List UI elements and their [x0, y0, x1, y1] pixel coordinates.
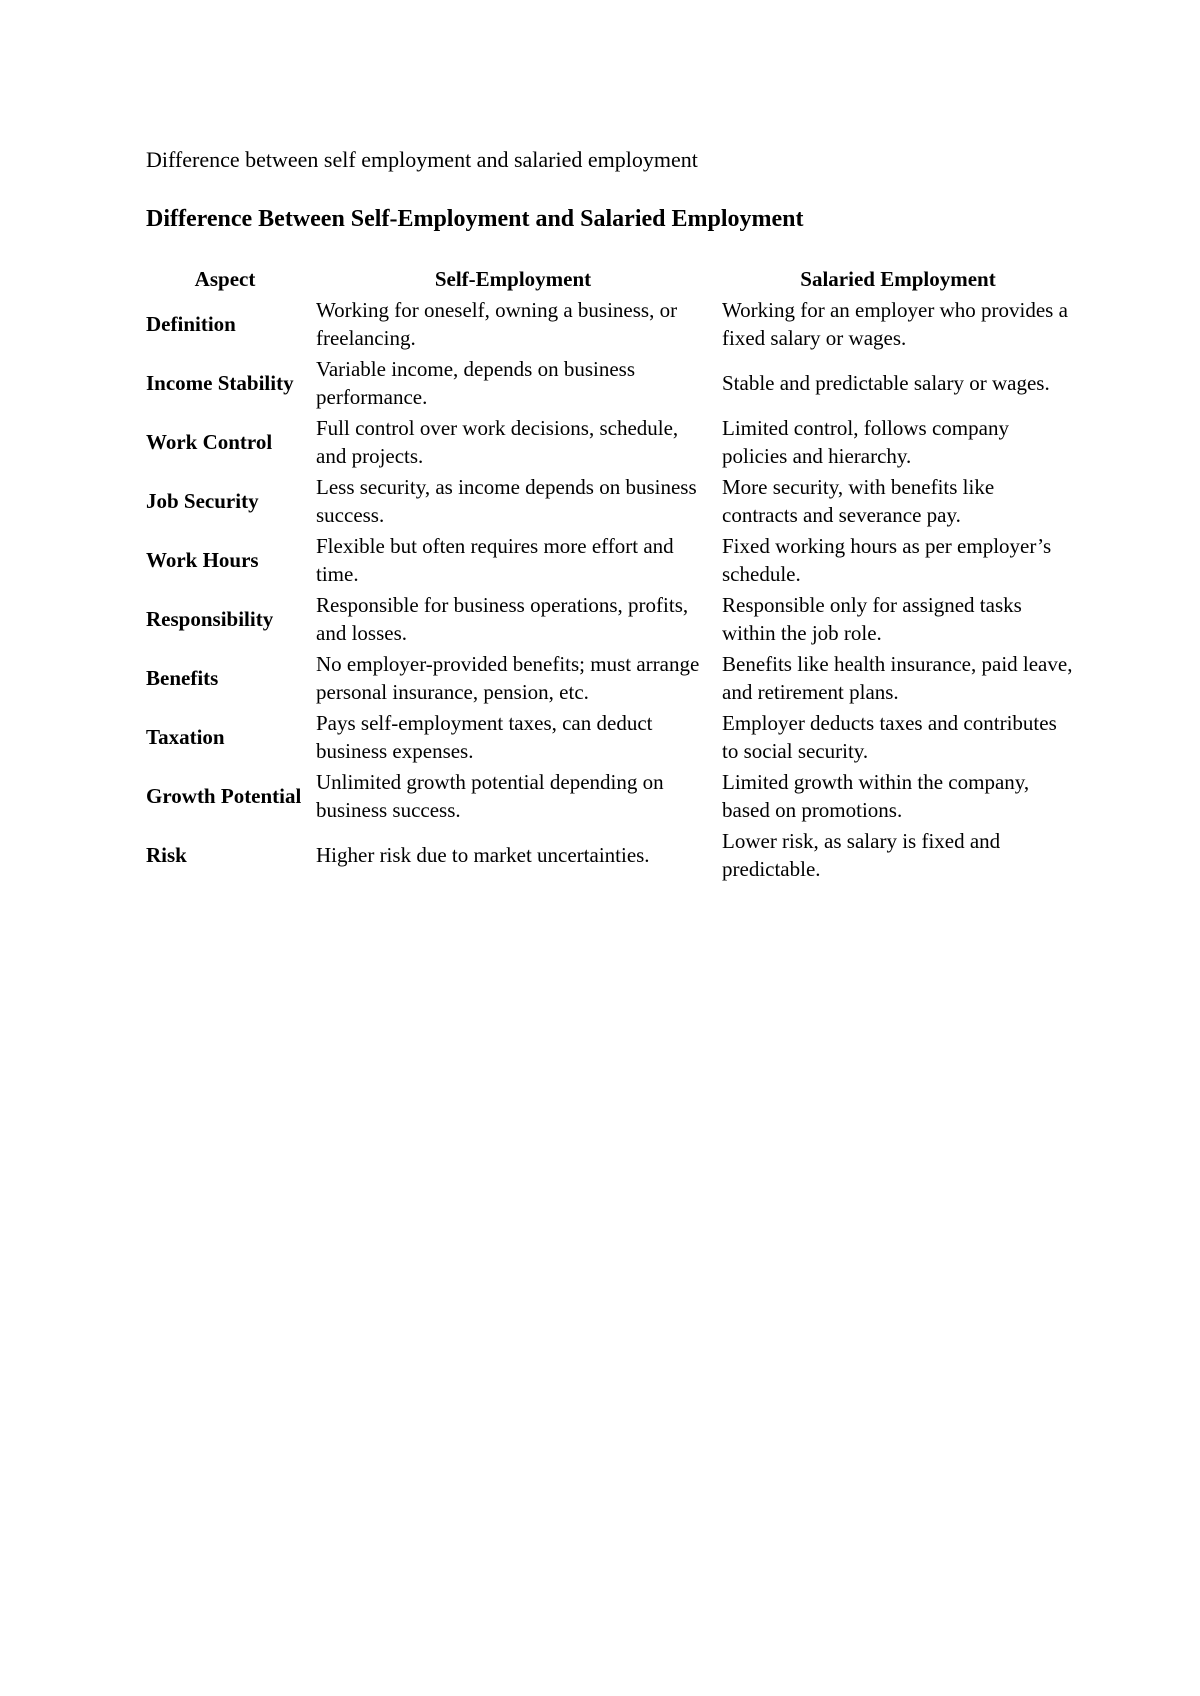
aspect-cell: Taxation	[146, 724, 225, 749]
salaried-employment-cell: Limited control, follows company policies and hierarchy.	[722, 415, 1009, 468]
aspect-cell: Income Stability	[146, 370, 294, 395]
aspect-cell: Job Security	[146, 488, 259, 513]
table-row	[140, 471, 1080, 530]
aspect-cell: Work Hours	[146, 547, 259, 572]
table-header-row	[140, 264, 1080, 294]
table-row	[140, 412, 1080, 471]
table-row	[140, 589, 1080, 648]
salaried-employment-cell: Stable and predictable salary or wages.	[722, 370, 1050, 395]
self-employment-cell: Flexible but often requires more effort and time.	[316, 533, 674, 586]
self-employment-cell: Variable income, depends on business performance.	[316, 356, 636, 409]
header-self-employment: Self-Employment	[434, 267, 592, 291]
aspect-cell: Risk	[146, 842, 187, 867]
self-employment-cell: Pays self-employment taxes, can deduct business expenses.	[316, 710, 653, 763]
self-employment-cell: Full control over work decisions, schedule, and projects.	[316, 415, 679, 468]
aspect-cell: Definition	[146, 311, 236, 336]
salaried-employment-cell: Working for an employer who provides a fixed salary or wages.	[722, 297, 1068, 350]
aspect-cell: Responsibility	[146, 606, 274, 631]
self-employment-cell: Unlimited growth potential depending on business success.	[316, 769, 664, 822]
table-row	[140, 530, 1080, 589]
table-row	[140, 707, 1080, 766]
self-employment-cell: Higher risk due to market uncertainties.	[316, 842, 650, 867]
table-row	[140, 353, 1080, 412]
self-employment-cell: Working for oneself, owning a business, or freelancing.	[316, 297, 678, 350]
self-employment-cell: Responsible for business operations, profits, and losses.	[316, 592, 689, 645]
salaried-employment-cell: Responsible only for assigned tasks within the job role.	[722, 592, 1022, 645]
table-row	[140, 648, 1080, 707]
aspect-cell: Benefits	[146, 665, 219, 690]
header-salaried-employment: Salaried Employment	[800, 267, 996, 291]
document-heading: Difference between self employment and salaried employment	[146, 147, 698, 172]
salaried-employment-cell: Limited growth within the company, based on promotions.	[722, 769, 1030, 822]
self-employment-cell: No employer-provided benefits; must arrange personal insurance, pension, etc.	[316, 651, 700, 704]
aspect-cell: Work Control	[146, 429, 273, 454]
salaried-employment-cell: Fixed working hours as per employer’s schedule.	[722, 533, 1052, 586]
table-row	[140, 294, 1080, 353]
self-employment-cell: Less security, as income depends on business success.	[316, 474, 697, 527]
comparison-table	[140, 264, 1080, 884]
document-title: Difference Between Self-Employment and Salaried Employment	[146, 206, 804, 232]
salaried-employment-cell: Benefits like health insurance, paid leave, and retirement plans.	[722, 651, 1073, 704]
header-aspect: Aspect	[194, 267, 256, 291]
salaried-employment-cell: Employer deducts taxes and contributes to social security.	[722, 710, 1057, 763]
table-row	[140, 825, 1080, 884]
aspect-cell: Growth Potential	[146, 783, 302, 808]
table-row	[140, 766, 1080, 825]
salaried-employment-cell: More security, with benefits like contracts and severance pay.	[722, 474, 995, 527]
salaried-employment-cell: Lower risk, as salary is fixed and predictable.	[722, 828, 1001, 881]
